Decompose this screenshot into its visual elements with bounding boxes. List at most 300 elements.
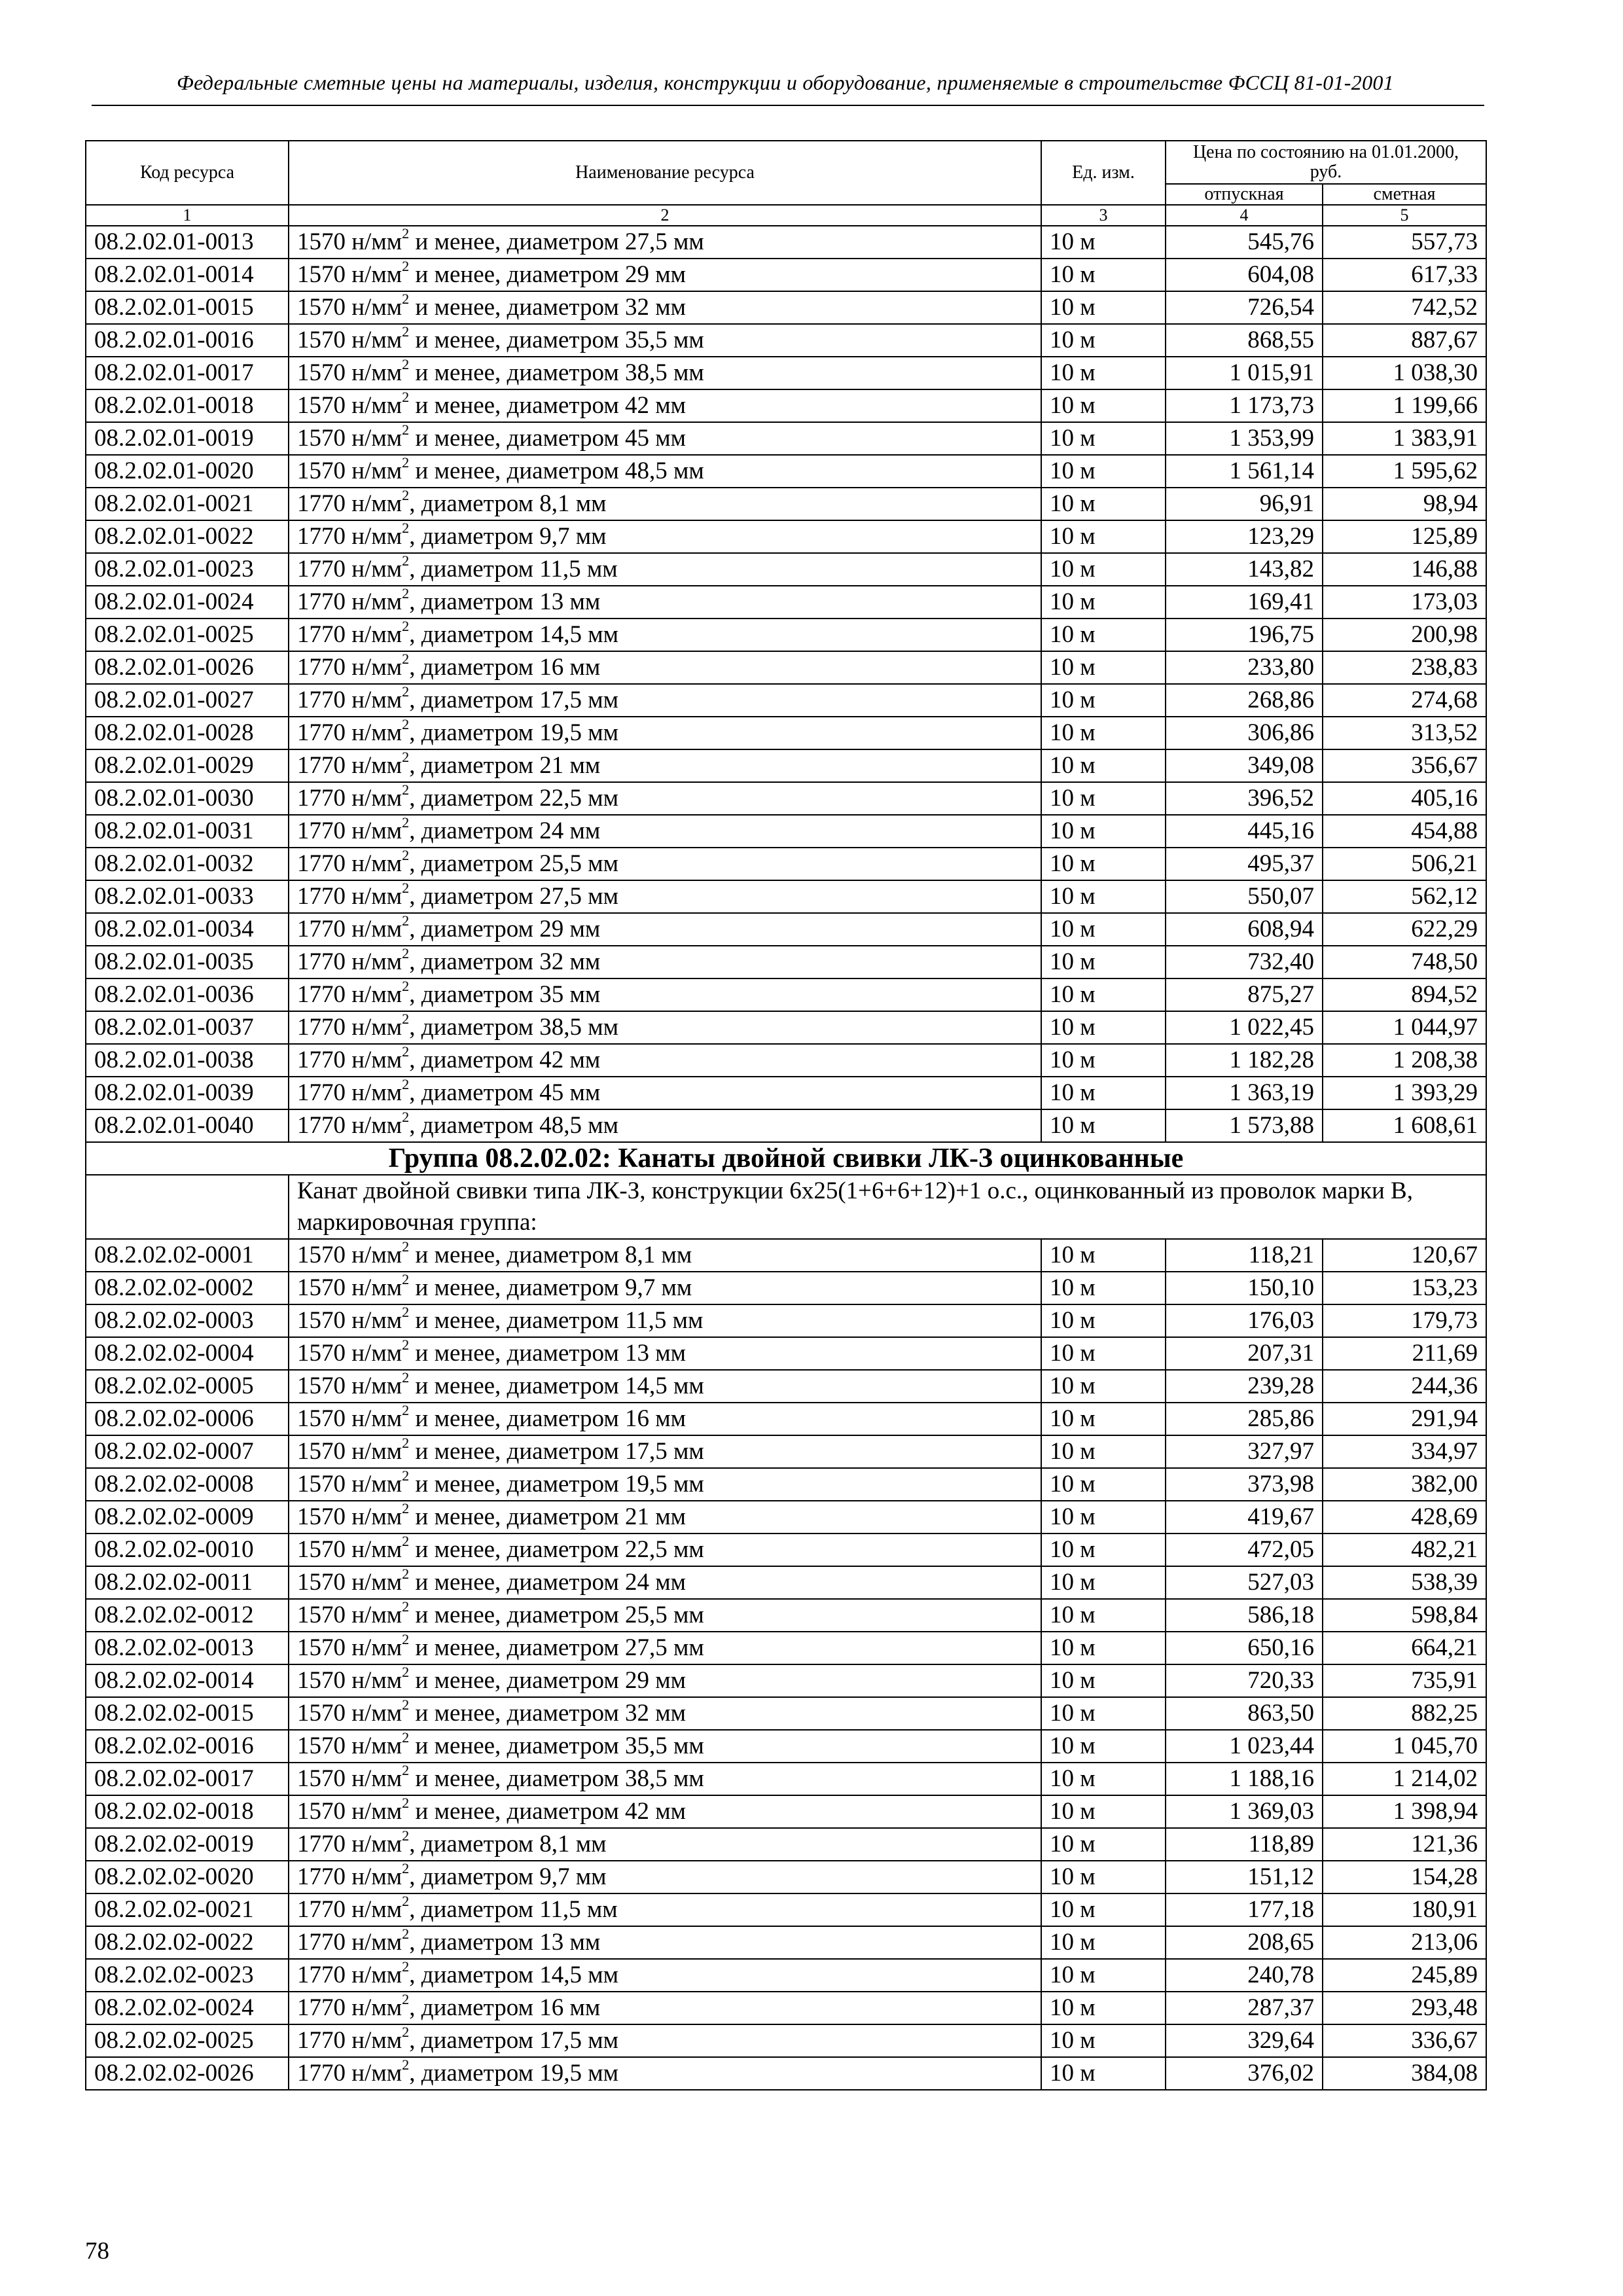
unit-superscript: 2	[402, 848, 410, 864]
table-row	[86, 978, 1486, 1011]
estimate-price: 274,68	[1323, 684, 1486, 717]
resource-code: 08.2.02.01-0033	[86, 880, 289, 913]
resource-name-strength: 1570 н/мм	[297, 1405, 402, 1432]
resource-name-detail: , диаметром 16 мм	[409, 1994, 601, 2021]
table-row	[86, 1534, 1486, 1566]
resource-code: 08.2.02.01-0021	[86, 488, 289, 520]
release-price: 239,28	[1166, 1370, 1323, 1403]
unit-of-measure: 10 м	[1041, 2057, 1166, 2090]
estimate-price: 179,73	[1323, 1304, 1486, 1337]
estimate-price: 598,84	[1323, 1599, 1486, 1632]
release-price: 445,16	[1166, 815, 1323, 848]
estimate-price: 506,21	[1323, 848, 1486, 880]
table-row	[86, 2057, 1486, 2090]
unit-of-measure: 10 м	[1041, 1044, 1166, 1077]
unit-superscript: 2	[402, 357, 410, 373]
release-price: 545,76	[1166, 226, 1323, 259]
resource-name-detail: и менее, диаметром 45 мм	[409, 425, 687, 452]
resource-name	[289, 455, 1041, 488]
resource-name-strength: 1770 н/мм	[297, 850, 402, 877]
table-row	[86, 1077, 1486, 1109]
resource-code: 08.2.02.01-0023	[86, 553, 289, 586]
table-row	[86, 1109, 1486, 1142]
table-row	[86, 455, 1486, 488]
unit-of-measure: 10 м	[1041, 1632, 1166, 1664]
unit-of-measure: 10 м	[1041, 488, 1166, 520]
resource-name	[289, 1828, 1041, 1861]
unit-of-measure: 10 м	[1041, 1304, 1166, 1337]
release-price: 207,31	[1166, 1337, 1323, 1370]
resource-name	[289, 1763, 1041, 1795]
unit-of-measure: 10 м	[1041, 1959, 1166, 1992]
resource-code: 08.2.02.02-0007	[86, 1435, 289, 1468]
resource-name	[289, 782, 1041, 815]
unit-superscript: 2	[402, 455, 410, 471]
resource-name-strength: 1770 н/мм	[297, 1929, 402, 1956]
header-estimate-price: сметная	[1323, 184, 1486, 205]
resource-code: 08.2.02.02-0025	[86, 2024, 289, 2057]
resource-name	[289, 717, 1041, 749]
unit-of-measure: 10 м	[1041, 1501, 1166, 1534]
resource-name-detail: , диаметром 24 мм	[409, 817, 601, 844]
header-price: Цена по состоянию на 01.01.2000, руб.	[1166, 141, 1486, 184]
release-price: 650,16	[1166, 1632, 1323, 1664]
resource-name-strength: 1770 н/мм	[297, 719, 402, 746]
table-row	[86, 586, 1486, 619]
resource-name	[289, 2024, 1041, 2057]
table-row	[86, 1304, 1486, 1337]
estimate-price: 200,98	[1323, 619, 1486, 651]
resource-name-strength: 1570 н/мм	[297, 1438, 402, 1465]
resource-name-detail: и менее, диаметром 38,5 мм	[409, 359, 704, 386]
resource-code: 08.2.02.02-0016	[86, 1730, 289, 1763]
resource-name-strength: 1770 н/мм	[297, 1112, 402, 1139]
resource-name-strength: 1770 н/мм	[297, 556, 402, 583]
unit-superscript: 2	[402, 1077, 410, 1093]
table-row	[86, 880, 1486, 913]
table-row	[86, 259, 1486, 291]
table-row	[86, 488, 1486, 520]
unit-of-measure: 10 м	[1041, 848, 1166, 880]
resource-code: 08.2.02.01-0032	[86, 848, 289, 880]
resource-name-detail: и менее, диаметром 29 мм	[409, 1667, 687, 1694]
release-price: 1 353,99	[1166, 422, 1323, 455]
resource-code: 08.2.02.01-0013	[86, 226, 289, 259]
resource-name-strength: 1570 н/мм	[297, 1242, 402, 1268]
resource-name-strength: 1570 н/мм	[297, 1274, 402, 1301]
release-price: 376,02	[1166, 2057, 1323, 2090]
unit-of-measure: 10 м	[1041, 1011, 1166, 1044]
unit-superscript: 2	[402, 1926, 410, 1943]
table-row	[86, 1370, 1486, 1403]
resource-code: 08.2.02.01-0022	[86, 520, 289, 553]
release-price: 419,67	[1166, 1501, 1323, 1534]
table-row	[86, 1272, 1486, 1304]
table-row	[86, 1566, 1486, 1599]
resource-code: 08.2.02.01-0024	[86, 586, 289, 619]
unit-superscript: 2	[402, 1239, 410, 1255]
unit-of-measure: 10 м	[1041, 1566, 1166, 1599]
release-price: 1 573,88	[1166, 1109, 1323, 1142]
resource-name	[289, 913, 1041, 946]
estimate-price: 98,94	[1323, 488, 1486, 520]
resource-code: 08.2.02.02-0026	[86, 2057, 289, 2090]
resource-name	[289, 651, 1041, 684]
unit-of-measure: 10 м	[1041, 259, 1166, 291]
table-row	[86, 389, 1486, 422]
table-row	[86, 1403, 1486, 1435]
unit-of-measure: 10 м	[1041, 1828, 1166, 1861]
resource-name	[289, 2057, 1041, 2090]
resource-code: 08.2.02.02-0001	[86, 1239, 289, 1272]
resource-name-detail: и менее, диаметром 35,5 мм	[409, 1732, 704, 1759]
resource-code: 08.2.02.01-0015	[86, 291, 289, 324]
unit-superscript: 2	[402, 2057, 410, 2073]
resource-code: 08.2.02.02-0015	[86, 1697, 289, 1730]
unit-superscript: 2	[402, 749, 410, 766]
resource-name-detail: и менее, диаметром 19,5 мм	[409, 1471, 704, 1498]
resource-name-strength: 1570 н/мм	[297, 1503, 402, 1530]
resource-name-strength: 1770 н/мм	[297, 883, 402, 910]
resource-code: 08.2.02.02-0020	[86, 1861, 289, 1893]
table-row	[86, 1501, 1486, 1534]
resource-name-detail: , диаметром 45 мм	[409, 1079, 601, 1106]
unit-superscript: 2	[402, 1337, 410, 1354]
unit-of-measure: 10 м	[1041, 815, 1166, 848]
resource-name-strength: 1770 н/мм	[297, 2027, 402, 2054]
unit-of-measure: 10 м	[1041, 946, 1166, 978]
resource-name	[289, 1239, 1041, 1272]
unit-of-measure: 10 м	[1041, 553, 1166, 586]
estimate-price: 180,91	[1323, 1893, 1486, 1926]
resource-name-strength: 1770 н/мм	[297, 1831, 402, 1857]
unit-of-measure: 10 м	[1041, 1534, 1166, 1566]
resource-code: 08.2.02.01-0034	[86, 913, 289, 946]
resource-code: 08.2.02.02-0013	[86, 1632, 289, 1664]
resource-code: 08.2.02.02-0004	[86, 1337, 289, 1370]
unit-of-measure: 10 м	[1041, 782, 1166, 815]
unit-superscript: 2	[402, 389, 410, 406]
estimate-price: 244,36	[1323, 1370, 1486, 1403]
table-row	[86, 684, 1486, 717]
table-row	[86, 1763, 1486, 1795]
resource-name-strength: 1570 н/мм	[297, 1602, 402, 1628]
resource-code: 08.2.02.02-0009	[86, 1501, 289, 1534]
release-price: 123,29	[1166, 520, 1323, 553]
estimate-price: 622,29	[1323, 913, 1486, 946]
table-row	[86, 1337, 1486, 1370]
resource-code: 08.2.02.02-0023	[86, 1959, 289, 1992]
unit-superscript: 2	[402, 978, 410, 995]
resource-code: 08.2.02.02-0012	[86, 1599, 289, 1632]
resource-code: 08.2.02.01-0016	[86, 324, 289, 357]
release-price: 285,86	[1166, 1403, 1323, 1435]
unit-of-measure: 10 м	[1041, 880, 1166, 913]
resource-name-detail: и менее, диаметром 29 мм	[409, 261, 687, 288]
resource-name-strength: 1570 н/мм	[297, 294, 402, 321]
resource-code: 08.2.02.01-0018	[86, 389, 289, 422]
estimate-price: 428,69	[1323, 1501, 1486, 1534]
estimate-price: 557,73	[1323, 226, 1486, 259]
estimate-price: 887,67	[1323, 324, 1486, 357]
release-price: 287,37	[1166, 1992, 1323, 2024]
header-unit: Ед. изм.	[1041, 141, 1166, 205]
resource-name-strength: 1570 н/мм	[297, 457, 402, 484]
unit-of-measure: 10 м	[1041, 1926, 1166, 1959]
resource-code: 08.2.02.02-0018	[86, 1795, 289, 1828]
resource-name-strength: 1770 н/мм	[297, 1994, 402, 2021]
resource-name-strength: 1570 н/мм	[297, 1667, 402, 1694]
release-price: 176,03	[1166, 1304, 1323, 1337]
resource-name-detail: , диаметром 9,7 мм	[409, 523, 607, 550]
resource-name	[289, 684, 1041, 717]
table-row	[86, 1664, 1486, 1697]
resource-name-detail: , диаметром 8,1 мм	[409, 1831, 607, 1857]
resource-name-detail: и менее, диаметром 27,5 мм	[409, 1634, 704, 1661]
release-price: 1 188,16	[1166, 1763, 1323, 1795]
resource-name	[289, 1044, 1041, 1077]
resource-name-detail: , диаметром 25,5 мм	[409, 850, 619, 877]
table-row	[86, 1468, 1486, 1501]
resource-name	[289, 259, 1041, 291]
estimate-price: 356,67	[1323, 749, 1486, 782]
release-price: 349,08	[1166, 749, 1323, 782]
unit-superscript: 2	[402, 619, 410, 635]
table-row	[86, 1632, 1486, 1664]
resource-code: 08.2.02.02-0006	[86, 1403, 289, 1435]
release-price: 306,86	[1166, 717, 1323, 749]
resource-name-detail: и менее, диаметром 13 мм	[409, 1340, 687, 1367]
resource-name	[289, 1304, 1041, 1337]
unit-superscript: 2	[402, 1468, 410, 1484]
resource-name-detail: и менее, диаметром 9,7 мм	[409, 1274, 692, 1301]
resource-name-detail: , диаметром 13 мм	[409, 1929, 601, 1956]
estimate-price: 1 208,38	[1323, 1044, 1486, 1077]
resource-code: 08.2.02.01-0027	[86, 684, 289, 717]
unit-of-measure: 10 м	[1041, 1272, 1166, 1304]
resource-name	[289, 1501, 1041, 1534]
estimate-price: 882,25	[1323, 1697, 1486, 1730]
resource-name-strength: 1570 н/мм	[297, 261, 402, 288]
resource-code: 08.2.02.02-0024	[86, 1992, 289, 2024]
resource-name	[289, 1077, 1041, 1109]
resource-code: 08.2.02.02-0019	[86, 1828, 289, 1861]
resource-name	[289, 324, 1041, 357]
unit-superscript: 2	[402, 651, 410, 668]
resource-name-strength: 1570 н/мм	[297, 392, 402, 419]
unit-of-measure: 10 м	[1041, 520, 1166, 553]
resource-name-strength: 1570 н/мм	[297, 1700, 402, 1727]
resource-code: 08.2.02.02-0014	[86, 1664, 289, 1697]
resource-name	[289, 1992, 1041, 2024]
column-number: 5	[1323, 205, 1486, 226]
table-row	[86, 946, 1486, 978]
header-release-price: отпускная	[1166, 184, 1323, 205]
resource-name	[289, 619, 1041, 651]
table-row	[86, 1697, 1486, 1730]
release-price: 118,21	[1166, 1239, 1323, 1272]
unit-superscript: 2	[402, 1044, 410, 1060]
unit-of-measure: 10 м	[1041, 422, 1166, 455]
table-row	[86, 2024, 1486, 2057]
resource-name	[289, 1566, 1041, 1599]
page-number: 78	[85, 2238, 109, 2265]
estimate-price: 154,28	[1323, 1861, 1486, 1893]
release-price: 96,91	[1166, 488, 1323, 520]
release-price: 240,78	[1166, 1959, 1323, 1992]
resource-name	[289, 226, 1041, 259]
resource-name	[289, 1534, 1041, 1566]
unit-superscript: 2	[402, 913, 410, 929]
resource-name-detail: и менее, диаметром 17,5 мм	[409, 1438, 704, 1465]
unit-superscript: 2	[402, 1828, 410, 1844]
unit-of-measure: 10 м	[1041, 1239, 1166, 1272]
release-price: 396,52	[1166, 782, 1323, 815]
resource-name-detail: и менее, диаметром 21 мм	[409, 1503, 687, 1530]
release-price: 268,86	[1166, 684, 1323, 717]
resource-name	[289, 1468, 1041, 1501]
estimate-price: 125,89	[1323, 520, 1486, 553]
resource-name-detail: и менее, диаметром 8,1 мм	[409, 1242, 692, 1268]
resource-name	[289, 1730, 1041, 1763]
table-row	[86, 1795, 1486, 1828]
estimate-price: 482,21	[1323, 1534, 1486, 1566]
resource-name	[289, 291, 1041, 324]
resource-name-strength: 1770 н/мм	[297, 948, 402, 975]
release-price: 118,89	[1166, 1828, 1323, 1861]
resource-name-strength: 1770 н/мм	[297, 1863, 402, 1890]
resource-name-detail: , диаметром 29 мм	[409, 916, 601, 942]
unit-of-measure: 10 м	[1041, 1435, 1166, 1468]
table-row	[86, 1044, 1486, 1077]
resource-name	[289, 1697, 1041, 1730]
unit-superscript: 2	[402, 1893, 410, 1910]
release-price: 1 561,14	[1166, 455, 1323, 488]
resource-code: 08.2.02.01-0029	[86, 749, 289, 782]
unit-of-measure: 10 м	[1041, 1697, 1166, 1730]
unit-superscript: 2	[402, 1403, 410, 1419]
unit-of-measure: 10 м	[1041, 717, 1166, 749]
unit-of-measure: 10 м	[1041, 357, 1166, 389]
table-row	[86, 848, 1486, 880]
unit-of-measure: 10 м	[1041, 586, 1166, 619]
release-price: 1 369,03	[1166, 1795, 1323, 1828]
resource-name	[289, 553, 1041, 586]
unit-superscript: 2	[402, 1959, 410, 1975]
unit-superscript: 2	[402, 553, 410, 569]
estimate-price: 173,03	[1323, 586, 1486, 619]
resource-name	[289, 1272, 1041, 1304]
resource-name-detail: и менее, диаметром 35,5 мм	[409, 327, 704, 353]
release-price: 586,18	[1166, 1599, 1323, 1632]
resource-name-strength: 1770 н/мм	[297, 1047, 402, 1073]
table-row	[86, 815, 1486, 848]
resource-name	[289, 749, 1041, 782]
release-price: 732,40	[1166, 946, 1323, 978]
resource-name-detail: , диаметром 32 мм	[409, 948, 601, 975]
release-price: 527,03	[1166, 1566, 1323, 1599]
estimate-price: 1 214,02	[1323, 1763, 1486, 1795]
resource-name-detail: , диаметром 48,5 мм	[409, 1112, 619, 1139]
table-row	[86, 1828, 1486, 1861]
release-price: 472,05	[1166, 1534, 1323, 1566]
table-row	[86, 717, 1486, 749]
unit-of-measure: 10 м	[1041, 1730, 1166, 1763]
resource-code: 08.2.02.01-0037	[86, 1011, 289, 1044]
unit-superscript: 2	[402, 782, 410, 798]
resource-name-detail: и менее, диаметром 24 мм	[409, 1569, 687, 1596]
column-number: 4	[1166, 205, 1323, 226]
table-row	[86, 1599, 1486, 1632]
estimate-price: 293,48	[1323, 1992, 1486, 2024]
estimate-price: 894,52	[1323, 978, 1486, 1011]
unit-superscript: 2	[402, 259, 410, 275]
group-heading-row	[86, 1142, 1486, 1175]
unit-of-measure: 10 м	[1041, 619, 1166, 651]
estimate-price: 213,06	[1323, 1926, 1486, 1959]
estimate-price: 1 044,97	[1323, 1011, 1486, 1044]
resource-code: 08.2.02.01-0028	[86, 717, 289, 749]
unit-superscript: 2	[402, 1011, 410, 1028]
unit-of-measure: 10 м	[1041, 651, 1166, 684]
unit-superscript: 2	[402, 684, 410, 700]
estimate-price: 1 393,29	[1323, 1077, 1486, 1109]
release-price: 1 363,19	[1166, 1077, 1323, 1109]
resource-name-detail: и менее, диаметром 22,5 мм	[409, 1536, 704, 1563]
group-title: Группа 08.2.02.02: Канаты двойной свивки ЛК-З оцинкованные	[86, 1142, 1486, 1175]
resource-name	[289, 946, 1041, 978]
resource-code: 08.2.02.01-0035	[86, 946, 289, 978]
estimate-price: 1 045,70	[1323, 1730, 1486, 1763]
unit-of-measure: 10 м	[1041, 389, 1166, 422]
resource-name	[289, 1337, 1041, 1370]
resource-code: 08.2.02.02-0017	[86, 1763, 289, 1795]
unit-of-measure: 10 м	[1041, 1403, 1166, 1435]
resource-name	[289, 848, 1041, 880]
unit-superscript: 2	[402, 1435, 410, 1452]
resource-name-strength: 1570 н/мм	[297, 1634, 402, 1661]
estimate-price: 1 595,62	[1323, 455, 1486, 488]
resource-name-detail: , диаметром 17,5 мм	[409, 2027, 619, 2054]
unit-superscript: 2	[402, 1697, 410, 1713]
table-row	[86, 520, 1486, 553]
resource-name-detail: и менее, диаметром 25,5 мм	[409, 1602, 704, 1628]
unit-of-measure: 10 м	[1041, 1599, 1166, 1632]
release-price: 604,08	[1166, 259, 1323, 291]
resource-name-strength: 1570 н/мм	[297, 425, 402, 452]
resource-name	[289, 422, 1041, 455]
resource-name-strength: 1570 н/мм	[297, 1798, 402, 1825]
estimate-price: 1 383,91	[1323, 422, 1486, 455]
estimate-price: 245,89	[1323, 1959, 1486, 1992]
group-description: Канат двойной свивки типа ЛК-З, конструкции 6х25(1+6+6+12)+1 о.с., оцинкованный из проволок марки В, маркировочная группа:	[289, 1175, 1486, 1239]
estimate-price: 146,88	[1323, 553, 1486, 586]
release-price: 868,55	[1166, 324, 1323, 357]
unit-superscript: 2	[402, 488, 410, 504]
resource-name-detail: , диаметром 22,5 мм	[409, 785, 619, 812]
estimate-price: 1 398,94	[1323, 1795, 1486, 1828]
table-row	[86, 1435, 1486, 1468]
resource-name	[289, 1599, 1041, 1632]
resource-name-detail: и менее, диаметром 42 мм	[409, 1798, 687, 1825]
resource-name	[289, 880, 1041, 913]
release-price: 1 173,73	[1166, 389, 1323, 422]
estimate-price: 238,83	[1323, 651, 1486, 684]
unit-superscript: 2	[402, 422, 410, 439]
estimate-price: 748,50	[1323, 946, 1486, 978]
resource-code: 08.2.02.02-0022	[86, 1926, 289, 1959]
resource-name-strength: 1770 н/мм	[297, 2060, 402, 2087]
